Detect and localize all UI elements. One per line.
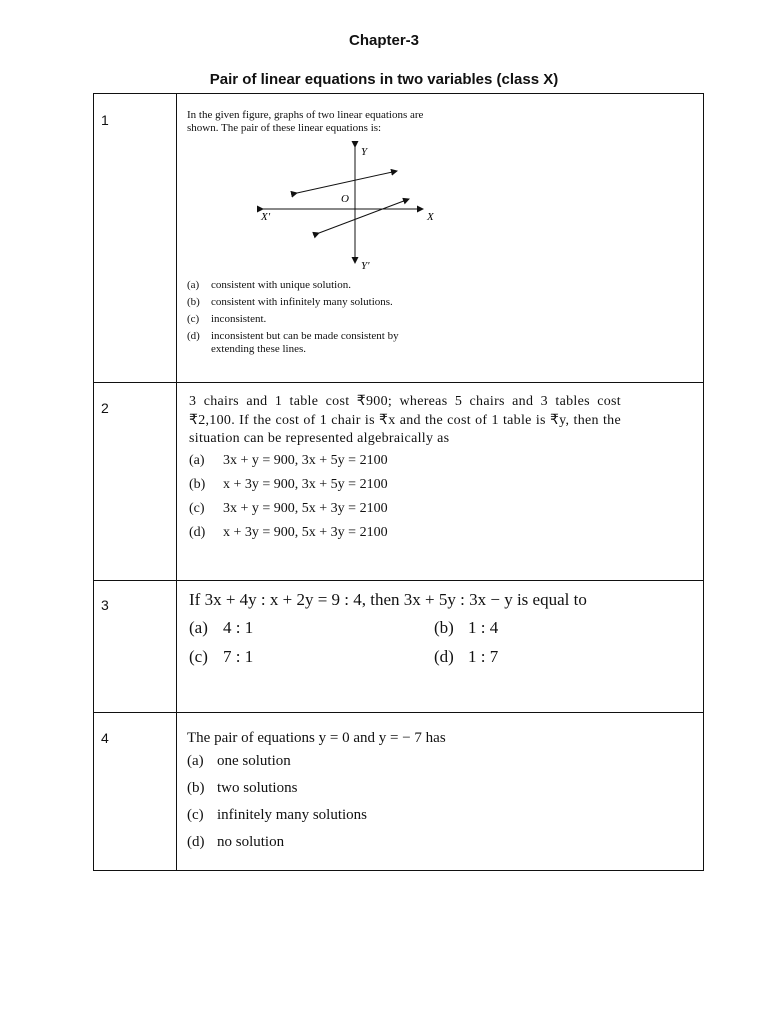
question-content (177, 713, 704, 871)
question-row (94, 581, 704, 713)
question-row (94, 94, 704, 383)
question-row (94, 713, 704, 871)
option-d: (d) inconsistent but can be made consistent by (187, 330, 399, 342)
parallel-lines-figure (247, 141, 447, 271)
upper-line (297, 171, 397, 193)
question-stem-line: shown. The pair of these linear equations is: (187, 122, 382, 134)
option-b: (b) x + 3y = 900, 3x + 5y = 2100 (189, 476, 388, 492)
question-content (177, 94, 704, 383)
option-a: (a) 3x + y = 900, 3x + 5y = 2100 (189, 452, 388, 468)
question-number: 2 (94, 383, 177, 581)
question-number: 4 (94, 713, 177, 871)
question-content (177, 383, 704, 581)
lower-line (319, 199, 409, 233)
x-neg-axis-label: X′ (261, 211, 271, 223)
option-a: (a) consistent with unique solution. (187, 279, 351, 291)
chapter-heading: Chapter-3 (348, 32, 419, 49)
options-grid (189, 617, 703, 668)
option-b: (b) 1 : 4 (434, 618, 499, 637)
option-a: (a) one solution (187, 753, 291, 769)
option-a: (a) 4 : 1 (189, 618, 254, 637)
options-list (187, 278, 703, 356)
option-c: (c) 3x + y = 900, 5x + 3y = 2100 (189, 500, 388, 516)
question-number: 1 (94, 94, 177, 383)
question-stem (187, 109, 527, 135)
x-axis-label: X (427, 211, 434, 223)
question-stem: If 3x + 4y : x + 2y = 9 : 4, then 3x + 5y : 3x − y is equal to (189, 590, 587, 609)
questions-table (93, 93, 704, 871)
option-c: (c) infinitely many solutions (187, 807, 367, 823)
option-c: (c) 7 : 1 (189, 647, 254, 666)
option-c: (c) inconsistent. (187, 313, 267, 325)
question-number: 3 (94, 581, 177, 713)
option-d: (d) no solution (187, 834, 285, 850)
option-d: (d) 1 : 7 (434, 647, 499, 666)
option-b: (b) consistent with infinitely many solutions. (187, 296, 393, 308)
question-row (94, 383, 704, 581)
y-neg-axis-label: Y′ (361, 260, 370, 271)
option-b: (b) two solutions (187, 780, 298, 796)
question-stem: 3 chairs and 1 table cost ₹900; whereas 5 chairs and 3 tables cost ₹2,100. If the cost of 1 chair is ₹x and the cost of 1 table is ₹y, then the situation can be represented algebraically as (189, 394, 621, 446)
page-title: Pair of linear equations in two variables (class X) (209, 71, 559, 88)
question-stem: The pair of equations y = 0 and y = − 7 has (187, 730, 446, 746)
option-d: (d) x + 3y = 900, 5x + 3y = 2100 (189, 524, 388, 540)
y-axis-label: Y (361, 146, 368, 158)
question-stem-line: In the given figure, graphs of two linear equations are (187, 109, 424, 121)
question-content (177, 581, 704, 713)
option-d-continuation: extending these lines. (211, 343, 307, 355)
origin-label: O (341, 193, 349, 205)
